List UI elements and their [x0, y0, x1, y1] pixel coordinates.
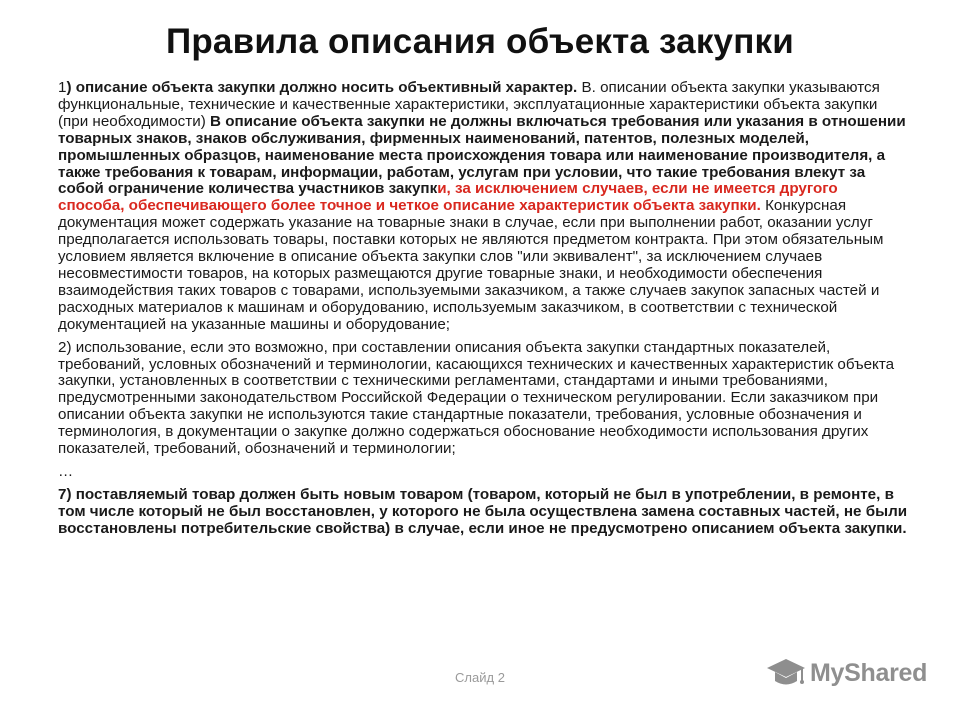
p1-red-block: и, за исключением случаев, если не имеется другого способа, обеспечивающего более точное и четкое описание характеристик объекта закупки. [58, 180, 838, 215]
watermark-text: MyShared [810, 658, 928, 687]
slide-title: Правила описания объекта закупки [166, 22, 794, 61]
paragraph-2: 2) использование, если это возможно, при составлении описания объекта закупки стандартных показателей, требований, условных обозначений и терминологии, касающихся технических и качественных характеристик объекта закупки, установленных в соответствии с техническими регламентами, стандартами и иными требованиями, предусмотренными законодательством Российской Федерации о техническом регулировании. Если заказчиком при описании объекта закупки не используются такие стандартные показатели, требования, условные обозначения и терминология, в документации о закупке должно содержаться обоснование необходимости использования других показателей, требований, обозначений и терминологии; [58, 338, 895, 458]
p1-text-1: В. описании объекта закупки указываются функциональные, технические и качественные характеристики, эксплуатационные характеристики объекта закупки (при необходимости) [58, 79, 880, 130]
p1-bold-intro: ) описание объекта закупки должно носить объективный характер. [66, 79, 582, 96]
slide-body [58, 80, 908, 544]
ellipsis: … [58, 462, 74, 480]
paragraph-1 [58, 80, 908, 334]
paragraph-7: 7) поставляемый товар должен быть новым товаром (товаром, который не был в употреблении, в ремонте, в том числе который не был восстановлен, у которого не была осуществлена замена составных частей, не были восстановлены потребительские свойства) в случае, если иное не предусмотрено описанием объекта закупки. [58, 485, 908, 537]
slide-number: Слайд 2 [455, 670, 505, 685]
p1-lead: 1 [58, 79, 67, 96]
p1-text-2: Конкурсная документация может содержать указание на товарные знаки в случае, если при выполнении работ, оказании услуг предполагается использовать товары, поставки которых не являются предметом контракта. При этом обязательным условием является включение в описание объекта закупки слов "или эквивалент", за исключением случаев несовместимости товаров, на которых размещаются другие товарные знаки, и необходимости обеспечения взаимодействия таких товаров с товарами, используемыми заказчиком, а также случаев закупок запасных частей и расходных материалов к машинам и оборудованию, используемым заказчиком, в соответствии с технической документацией на указанные машины и оборудование; [58, 197, 884, 333]
p1-bold-block: В описание объекта закупки не должны включаться требования или указания в отношении товарных знаков, знаков обслуживания, фирменных наименований, патентов, полезных моделей, промышленных образцов, наименование места происхождения товара или наименование производителя, а также требования к товарам, информации, работам, услугам при условии, что такие требования влекут за собой ограничение количества участников закупк [58, 112, 906, 198]
watermark-logo [766, 656, 927, 690]
mortarboard-icon [766, 656, 806, 690]
